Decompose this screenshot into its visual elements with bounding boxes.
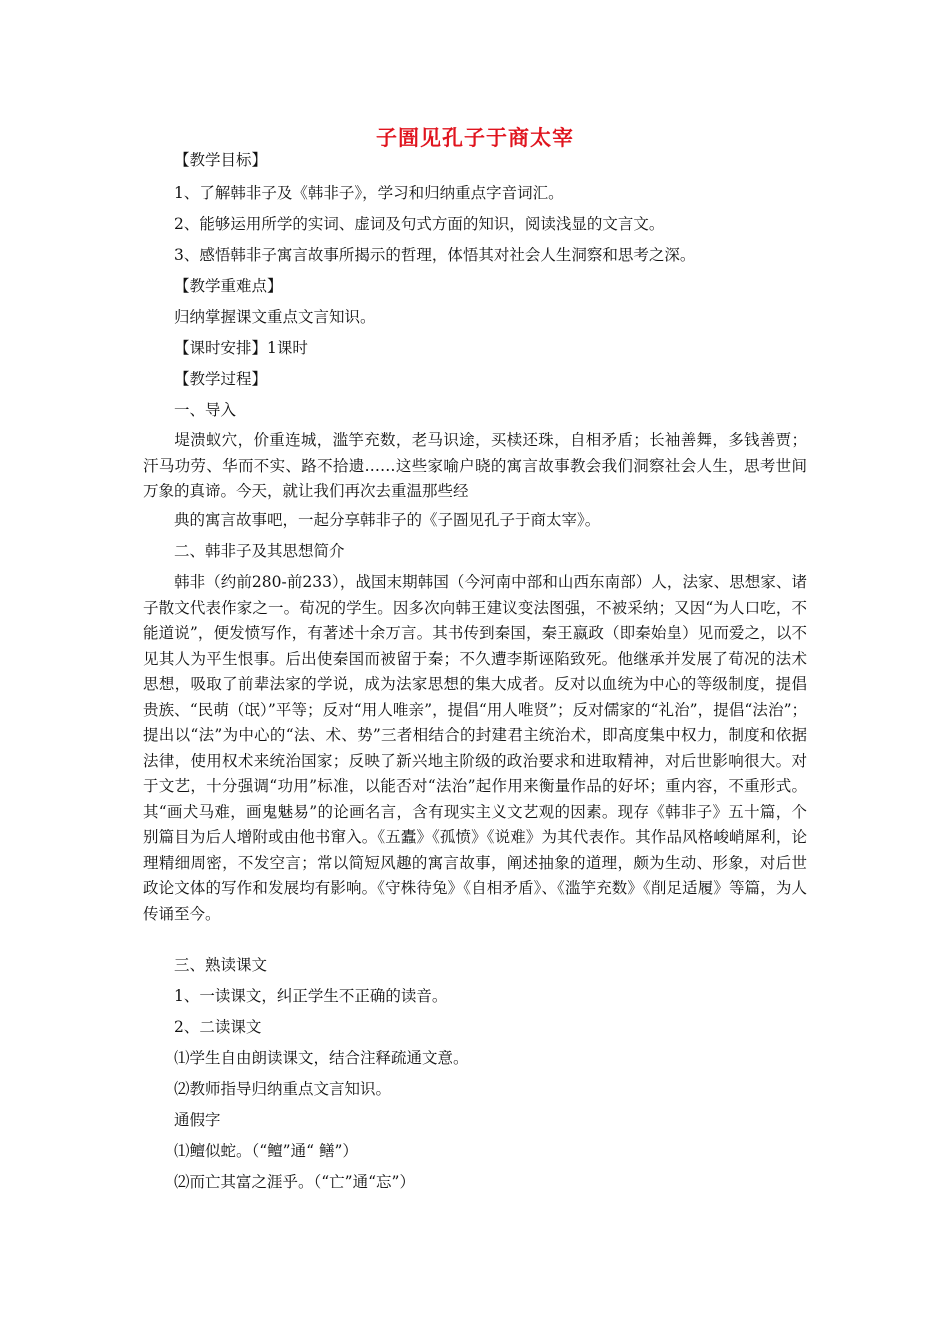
bio-paragraph — [143, 570, 807, 927]
read-2: 2、二读课文 — [174, 1018, 262, 1036]
heading-key-points: 【教学重难点】 — [174, 277, 283, 295]
heading-process: 【教学过程】 — [174, 370, 268, 388]
goal-1: 1、了解韩非子及《韩非子》，学习和归纳重点字音词汇。 — [174, 184, 564, 202]
read-2-1: ⑴学生自由朗读课文，结合注释疏通文意。 — [174, 1049, 469, 1067]
document-title: 子圄见孔子于商太宰 — [376, 126, 574, 150]
key-points-text: 归纳掌握课文重点文言知识。 — [174, 308, 376, 326]
bio-paragraph-text: 韩非（约前280-前233），战国末期韩国（今河南中部和山西东南部）人，法家、思想家、诸子散文代表作家之一。荀况的学生。因多次向韩王建议变法图强，不被采纳；又因“为人口吃，不能道说”，便发愤写作，有著述十余万言。其书传到秦国，秦王嬴政（即秦始皇）见而爱之，以不见其人为平生恨事。后出使秦国而被留于秦；不久遭李斯诬陷致死。他继承并发展了荀况的法术思想，吸取了前辈法家的学说，成为法家思想的集大成者。反对以血统为中心的等级制度，提倡贵族、“民萌（氓）”平等；反对“用人唯亲”，提倡“用人唯贤”；反对儒家的“礼治”，提倡“法治”；提出以“法”为中心的“法、术、势”三者相结合的封建君主统治术，即高度集中权力，制度和依据法律，使用权术来统治国家；反映了新兴地主阶级的政治要求和进取精神，对后世影响很大。对于文艺，十分强调“功用”标准，以能否对“法治”起作用来衡量作品的好坏；重内容，不重形式。其“画犬马难，画鬼魅易”的论画名言，含有现实主义文艺观的因素。现存《韩非子》五十篇，个别篇目为后人增附或由他书窜入。《五蠹》《孤愤》《说难》为其代表作。其作品风格峻峭犀利，论理精细周密，不发空言；常以简短风趣的寓言故事，阐述抽象的道理，颇为生动、形象，对后世政论文体的写作和发展均有影响。《守株待兔》《自相矛盾》、《滥竽充数》《削足适履》等篇，为人传诵至今。 — [143, 573, 807, 923]
tongjia-1: ⑴鳣似蛇。（“鳣”通“ 鳝”） — [174, 1142, 358, 1160]
tongjia-2: ⑵而亡其富之涯乎。（“亡”通“忘”） — [174, 1173, 415, 1191]
heading-schedule: 【课时安排】1课时 — [174, 339, 308, 357]
section-1: 一、导入 — [174, 401, 237, 419]
intro-paragraph — [143, 428, 807, 505]
intro-paragraph-text: 堤溃蚁穴，价重连城，滥竽充数，老马识途，买椟还珠，自相矛盾；长袖善舞，多钱善贾；汗马功劳、华而不实、路不拾遗……这些家喻户晓的寓言故事教会我们洞察社会人生，思考世间万象的真谛。今天，就让我们再次去重温那些经 — [143, 431, 807, 500]
intro-continued: 典的寓言故事吧，一起分享韩非子的《子圄见孔子于商太宰》。 — [174, 511, 601, 529]
tongjia-heading: 通假字 — [174, 1111, 221, 1129]
heading-teaching-goals: 【教学目标】 — [174, 151, 268, 169]
goal-3: 3、感悟韩非子寓言故事所揭示的哲理，体悟其对社会人生洞察和思考之深。 — [174, 246, 696, 264]
section-3: 三、熟读课文 — [174, 956, 268, 974]
read-2-2: ⑵教师指导归纳重点文言知识。 — [174, 1080, 392, 1098]
goal-2: 2、能够运用所学的实词、虚词及句式方面的知识，阅读浅显的文言文。 — [174, 215, 665, 233]
read-1: 1、一读课文，纠正学生不正确的读音。 — [174, 987, 448, 1005]
section-2: 二、韩非子及其思想简介 — [174, 542, 345, 560]
